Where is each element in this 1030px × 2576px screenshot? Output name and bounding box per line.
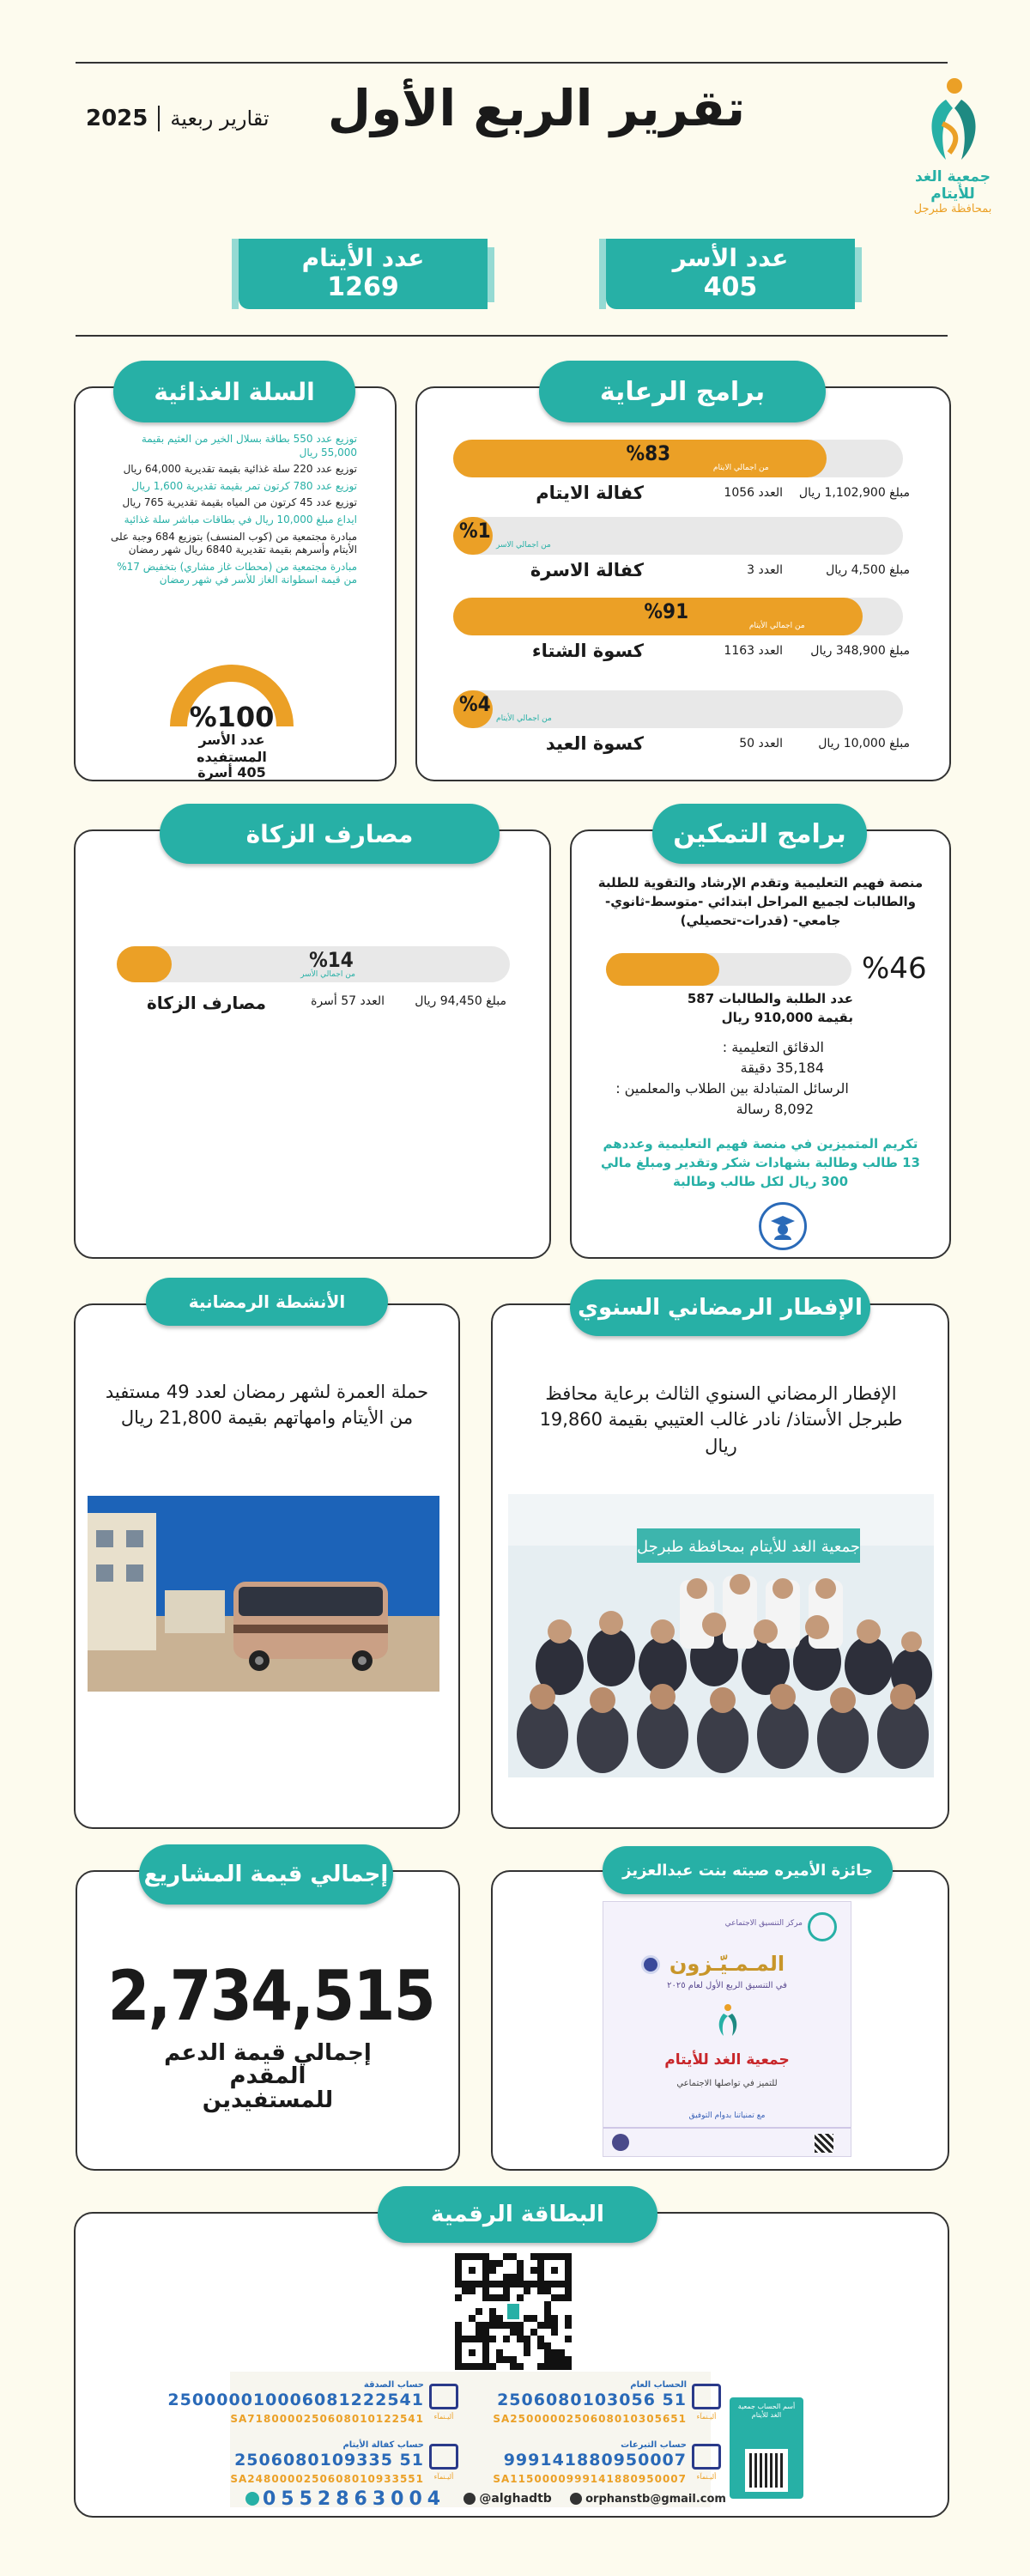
food-beneficiary-label: عدد الأسر المستفيده [197,732,267,765]
account-iban: SA7180000250608010122541 [230,2413,424,2425]
food-title: السلة الغذائية [113,361,355,422]
account-label: حساب الصدقة [363,2380,424,2390]
activities-text: حملة العمرة لشهر رمضان لعدد 49 مستفيد من الأيتام وامهاتهم بقيمة 21,800 ريال [105,1382,429,1429]
logo-name: جمعية الغد للأيتام [914,168,991,203]
care-progress-track [453,598,903,635]
award-title: جائزة الأميره صيته بنت عبدالعزيز [603,1846,893,1894]
logo-mark-icon [893,74,1013,168]
zakat-progress [117,946,510,982]
total-caption: إجمالي قيمة الدعم المقدم للمستفيدين [164,2040,372,2113]
contact-handle[interactable]: @alghadtb [479,2492,552,2506]
bank-name: أليـنمآء [433,2413,454,2421]
care-amount: مبلغ 1,102,900 ريال [798,486,910,500]
cert-seal-icon [612,2134,629,2151]
total-value: 2,734,515 [107,1956,434,2036]
orphans-label: عدد الأيتام [301,244,425,272]
empower-title: برامج التمكين [652,804,867,864]
cert-sub: في التنسيق الربع الأول لعام ٢٠٢٥ [667,1981,787,1990]
report-year: 2025 [86,106,148,131]
food-line: مبادرة مجتمعية من (كوب المنسف) بتوزيع 684 وجبة على الأيتام وأسرهم بقيمة تقديرية 6840 ريال شهر رمضان [110,530,357,556]
bank-account[interactable] [230,2440,458,2495]
activities-title: الأنشطة الرمضانية [146,1278,388,1326]
bank-name: أليـنمآء [696,2473,717,2481]
account-number: 2506080109335 51 [234,2451,424,2470]
food-line: توزيع عدد 45 كرتون من المياه بقيمة تقديرية 765 ريال [122,496,357,509]
contact-phone[interactable]: 0552863004 [263,2488,446,2510]
graduate-icon [759,1202,807,1250]
account-iban: SA2480000250608010933551 [230,2473,424,2485]
zakat-title: مصارف الزكاة [160,804,500,864]
qr-code-icon[interactable] [455,2253,572,2370]
cert-text: للتميز في تواصلها الاجتماعي [676,2079,778,2088]
bank-logo-icon [429,2384,458,2409]
logo [893,74,1013,216]
report-subtitle: تقارير ربعية [170,106,270,131]
cert-logo-icon [808,1912,837,1941]
account-label: حساب التبرعات [621,2440,687,2450]
families-label: عدد الأسر [672,244,789,272]
empower-platform: منصة فهيم التعليمية وتقدم الإرشاد والتقوية للطلبة والطالبات لجميع المراحل ابتدائي -متوسط-ثانوي-جامعي- (قدرات-تحصيلي) [597,875,924,928]
bank-account[interactable] [493,2440,721,2495]
digital-title: البطاقة الرقمية [378,2186,657,2243]
zakat-card [74,829,551,1259]
iftar-banner: جمعية الغد للأيتام بمحافظة طبرجل [636,1538,861,1556]
side-card-text: أسم الحساب جمعية الغد للأيتام [737,2403,796,2420]
account-iban: SA1150000999141880950007 [493,2473,687,2485]
cert-name: جمعية الغد للأيتام [664,2051,790,2069]
families-value: 405 [703,272,758,302]
medal-icon [641,1955,660,1974]
care-name: كسوة العيد [545,733,644,754]
cert-footer: مع تمنياتنا بدوام التوفيق [688,2111,766,2120]
empower-minutes-value: 35,184 دقيقة [740,1060,824,1076]
zakat-progress-fill [117,946,172,982]
care-of-all: من اجمالي الايتام [712,464,769,472]
food-line: توزيع عدد 780 كرتون تمر بقيمة تقديرية 1,600 ريال [131,479,357,492]
account-number: 2506080103056 51 [497,2391,687,2409]
care-name: كفالة الايتام [536,483,644,503]
food-lines [106,433,357,591]
empower-percent: %46 [862,951,927,986]
side-card-qr-icon [745,2449,788,2492]
care-count: العدد 3 [747,563,783,577]
orphans-stat [239,239,488,309]
iftar-photo [508,1494,934,1777]
empower-messages-value: 8,092 رسالة [736,1101,814,1117]
families-stat [606,239,855,309]
food-line: ايداع مبلغ 10,000 ريال في بطاقات مباشر سلة غذائية [124,513,357,526]
empower-minutes-label: الدقائق التعليمية : [722,1039,824,1055]
care-percent: %83 [626,441,671,465]
account-iban: SA2500000250608010305651 [493,2413,687,2425]
empower-students: عدد الطلبة والطالبات 587 [687,991,853,1006]
account-label: الحساب العام [630,2380,687,2390]
side-card [730,2397,803,2499]
report-type [86,101,292,136]
logo-sub: بمحافظة طبرجل [913,203,992,216]
activities-photo [88,1496,439,1692]
cert-qr-icon [815,2134,833,2153]
contact-email[interactable]: orphanstb@gmail.com [585,2492,726,2506]
care-count: العدد 1056 [724,486,783,500]
care-progress-track [453,440,903,477]
award-certificate [603,1901,851,2157]
account-label: حساب كفالة الأيتام [342,2440,424,2450]
bank-logo-icon [429,2444,458,2470]
bank-name: أليـنمآء [696,2413,717,2421]
iftar-text: الإفطار الرمضاني السنوي الثالث برعاية محافظ طبرجل الأستاذ/ نادر غالب العتيبي بقيمة 19,860 ريال [539,1383,903,1456]
zakat-name: مصارف الزكاة [146,993,266,1013]
empower-students-value: بقيمة 910,000 ريال [721,1010,853,1025]
email-icon [570,2493,582,2505]
care-amount: مبلغ 348,900 ريال [810,644,910,658]
food-beneficiary-value: 405 أسرة [197,764,266,781]
cert-heading: المـمـيّـزون [669,1952,785,1976]
contact-row [245,2488,726,2509]
bank-account[interactable] [493,2380,721,2435]
zakat-count: العدد 57 أسرة [311,994,385,1008]
care-progress-track [453,517,903,555]
food-line: توزيع عدد 550 بطاقة بسلال الخير من العثيم بقيمة 55,000 ريال [141,433,357,459]
food-gauge [168,663,295,732]
food-line: مبادرة مجتمعية من (محطات غاز مشاري) بتخفيض 17% من قيمة اسطوانة الغاز للأسر في شهر رمضان [117,560,357,586]
bank-logo-icon [692,2444,721,2470]
care-name: كفالة الاسرة [530,560,644,580]
zakat-of-all: من اجمالي الأسر [300,970,355,979]
gauge-percent: %100 [189,701,275,733]
zakat-amount: مبلغ 94,450 ريال [415,994,506,1008]
orphans-value: 1269 [327,272,399,302]
cert-logo-mark-icon [717,2003,739,2038]
zakat-percent: %14 [309,948,354,972]
care-count: العدد 1163 [724,644,783,658]
account-number: 999141880950007 [503,2451,687,2470]
bank-name: أليـنمآء [433,2473,454,2481]
empower-progress [606,953,851,986]
care-progress-track [453,690,903,728]
care-percent: %91 [644,599,689,623]
bank-account[interactable] [167,2380,458,2435]
account-number: 250000010006081222541 [167,2391,424,2409]
empower-progress-fill [606,953,719,986]
whatsapp-icon [245,2492,259,2506]
care-of-all: من اجمالي الاسر [496,541,551,550]
cert-org: مركز التنسيق الاجتماعي [724,1919,803,1928]
bank-logo-icon [692,2384,721,2409]
care-percent: %4 [459,692,491,716]
page-title: تقرير الربع الأول [327,79,746,137]
empower-honor: تكريم المتميزين في منصة فهيم التعليمية وعددهم 13 طالب وطالبة بشهادات شكر وتقدير ومبلغ مالي 300 ريال لكل طالب وطالبة [601,1136,920,1189]
care-percent: %1 [459,519,491,543]
care-title: برامج الرعاية [539,361,826,422]
care-name: كسوة الشتاء [531,641,644,661]
care-amount: مبلغ 10,000 ريال [818,737,910,750]
total-title: إجمالي قيمة المشاريع [139,1844,393,1905]
iftar-title: الإفطار الرمضاني السنوي [570,1279,870,1336]
care-of-all: من اجمالي الأيتام [748,622,805,630]
food-line: توزيع عدد 220 سلة غذائية بقيمة تقديرية 64,000 ريال [123,463,357,476]
care-amount: مبلغ 4,500 ريال [826,563,910,577]
care-of-all: من اجمالي الأيتام [496,714,552,723]
social-icon [464,2493,476,2505]
empower-messages-label: الرسائل المتبادلة بين الطلاب والمعلمين : [615,1080,849,1097]
care-count: العدد 50 [739,737,783,750]
